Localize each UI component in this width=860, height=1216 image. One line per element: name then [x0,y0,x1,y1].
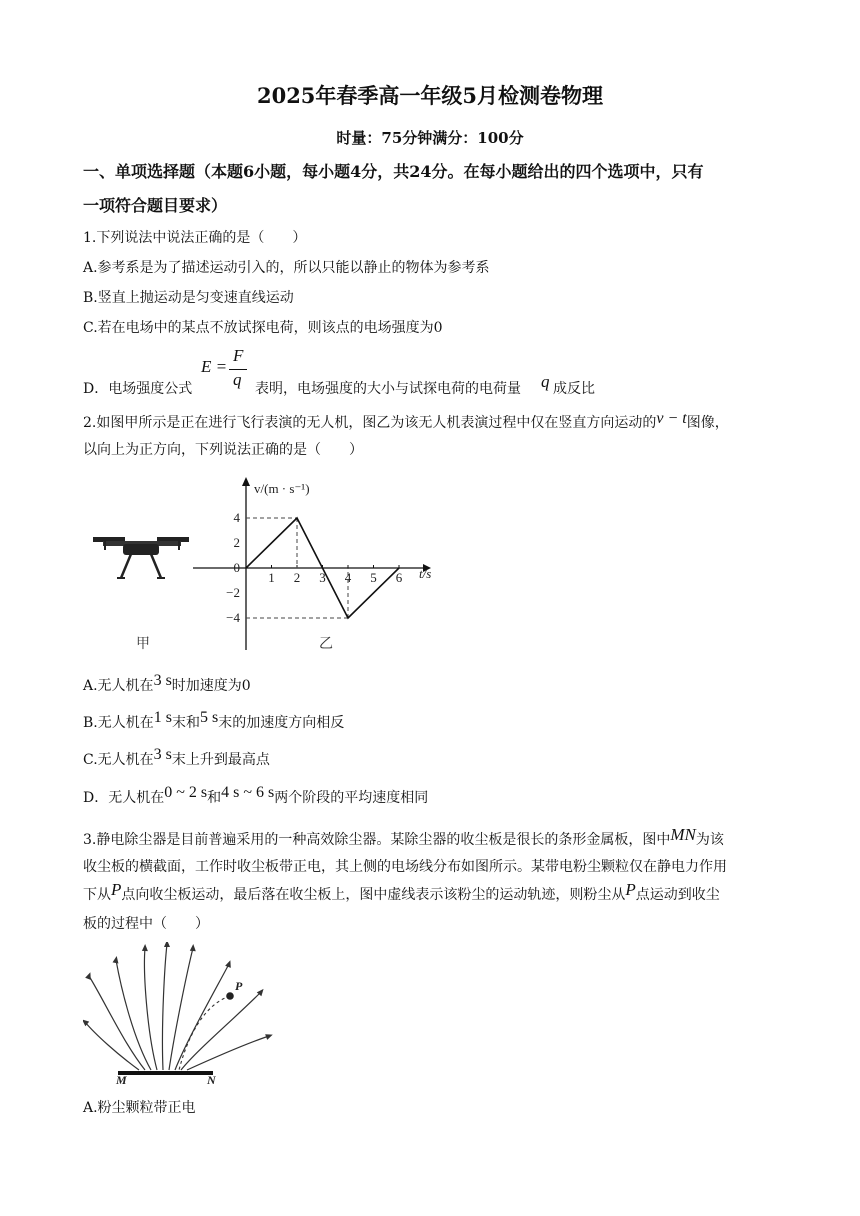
q2-c-value: 3 s [153,746,172,763]
y-tick-label: 0 [233,560,240,575]
q2-c-pre: C.无人机在 [83,752,154,768]
q1-d-prefix: D．电场强度公式 [83,381,193,397]
q2-figure [83,468,463,658]
q1-option-c: C.若在电场中的某点不放试探电荷，则该点的电场强度为0 [83,320,443,336]
particle-trajectory [179,996,230,1070]
vt-symbol: v − t [656,410,687,427]
y-axis-label: v/(m · s⁻¹) [254,481,310,496]
q3-l3-tail: 点运动到收尘 [635,887,720,903]
q2-a-post: 时加速度为0 [171,678,251,694]
vt-graph [193,477,431,650]
label-p: P [235,979,243,993]
x-tick-label: 5 [370,570,377,585]
q3-option-a: A.粉尘颗粒带正电 [83,1100,196,1116]
q2-a-pre: A.无人机在 [83,678,154,694]
formula-numerator: F [233,346,244,365]
q2-stem-tail: 图像， [686,415,729,431]
q1-option-b: B.竖直上抛运动是匀变速直线运动 [83,290,294,306]
q1-d-suffix: 成反比 [553,381,595,397]
field-line-arrow [190,944,196,951]
q1-d-mid: 表明，电场强度的大小与试探电荷的电荷量 [255,381,521,397]
y-tick-label: −4 [226,610,240,625]
field-line-arrow [265,1032,273,1040]
x-tick-label: 1 [268,570,275,585]
y-tick-label: 4 [233,510,240,525]
q2-d-value2: 4 s ~ 6 s [221,784,275,801]
q2-d-post: 两个阶段的平均速度相同 [274,790,429,806]
q2-option-d [83,784,429,808]
x-tick-label: 6 [395,570,403,585]
q2-d-mid: 和 [207,790,222,806]
q3-l3-pre: 下从 [83,887,111,903]
q2-stem-line2: 以向上为正方向，下列说法正确的是（ ） [83,442,363,458]
q2-option-c [83,746,270,770]
label-n: N [207,1073,216,1084]
y-axis-arrow [242,477,250,486]
field-line-arrow [83,1017,89,1026]
field-line [187,1036,269,1070]
field-line-arrow [164,942,170,947]
q2-option-b [83,709,345,733]
q2-b-value1: 1 s [153,709,172,726]
q3-line3 [83,880,720,905]
q3-l3-mid: 点向收尘板运动，最后落在收尘板上，图中虚线表示该粉尘的运动轨迹，则粉尘从 [121,887,626,903]
q2-stem-text: 2.如图甲所示是正在进行飞行表演的无人机，图乙为该无人机表演过程中仅在竖直方向运动的 [83,415,657,431]
field-line-arrow [85,971,93,980]
x-tick-label: 4 [344,570,352,585]
label-yi: 乙 [319,637,333,652]
q2-a-value: 3 s [153,672,172,689]
q2-c-post: 末上升到最高点 [171,752,270,768]
y-tick-label: 2 [233,535,240,550]
drone-body [123,544,159,555]
p-symbol-2: P [625,880,636,899]
field-line-arrow [113,956,120,964]
q3-l1-text: 3.静电除尘器是目前普遍采用的一种高效除尘器。某除尘器的收尘板是很长的条形金属板，图中 [83,832,671,848]
q2-b-mid: 末和 [171,715,200,731]
q2-d-value1: 0 ~ 2 s [164,784,208,801]
section-heading-line2: 一项符合题目要求） [83,196,228,215]
page-title: 2025年春季高一年级5月检测卷物理 [256,83,604,108]
x-axis-label: t/s [419,566,432,581]
q2-b-post: 末的加速度方向相反 [218,715,345,731]
q3-line1 [83,825,724,850]
q2-d-pre: D．无人机在 [83,790,165,806]
drone-illustration [93,537,189,578]
field-line [162,944,167,1070]
field-line-arrow [225,959,233,968]
label-jia: 甲 [136,637,150,652]
q3-field-figure [83,942,273,1084]
particle-p [226,992,234,1000]
field-line [175,964,229,1070]
field-line [145,948,158,1070]
section-heading-line1: 一、单项选择题（本题6小题，每小题4分，共24分。在每小题给出的四个选项中，只有 [83,162,704,181]
field-line-arrow [142,944,148,951]
q3-l1-tail: 为该 [695,832,724,848]
q1-stem: 1.下列说法中说法正确的是（ ） [83,230,307,246]
mn-symbol: MN [670,825,696,844]
field-line [89,976,145,1070]
q1-option-a: A.参考系是为了描述运动引入的，所以只能以静止的物体为参考系 [83,260,490,276]
q2-stem-line1 [83,410,729,433]
x-tick-label: 3 [319,570,326,585]
q2-b-value2: 5 s [199,709,219,726]
exam-info: 时量：75分钟满分：100分 [336,129,524,147]
q3-line2: 收尘板的横截面，工作时收尘板带正电，其上侧的电场线分布如图所示。某带电粉尘颗粒仅在静电力作用 [83,859,727,875]
collector-plate-mn [118,1071,213,1075]
formula-denominator: q [233,370,242,389]
q2-b-pre: B.无人机在 [83,715,154,731]
field-line [85,1022,139,1070]
formula-lhs: E = [201,357,228,376]
p-symbol: P [111,880,122,899]
field-line [169,948,193,1070]
x-tick-label: 2 [293,570,301,585]
q3-line4: 板的过程中（ ） [83,916,209,932]
q2-option-a [83,672,251,696]
label-m: M [116,1073,127,1084]
y-tick-label: −2 [226,585,240,600]
q1-d-q: q [541,372,550,391]
